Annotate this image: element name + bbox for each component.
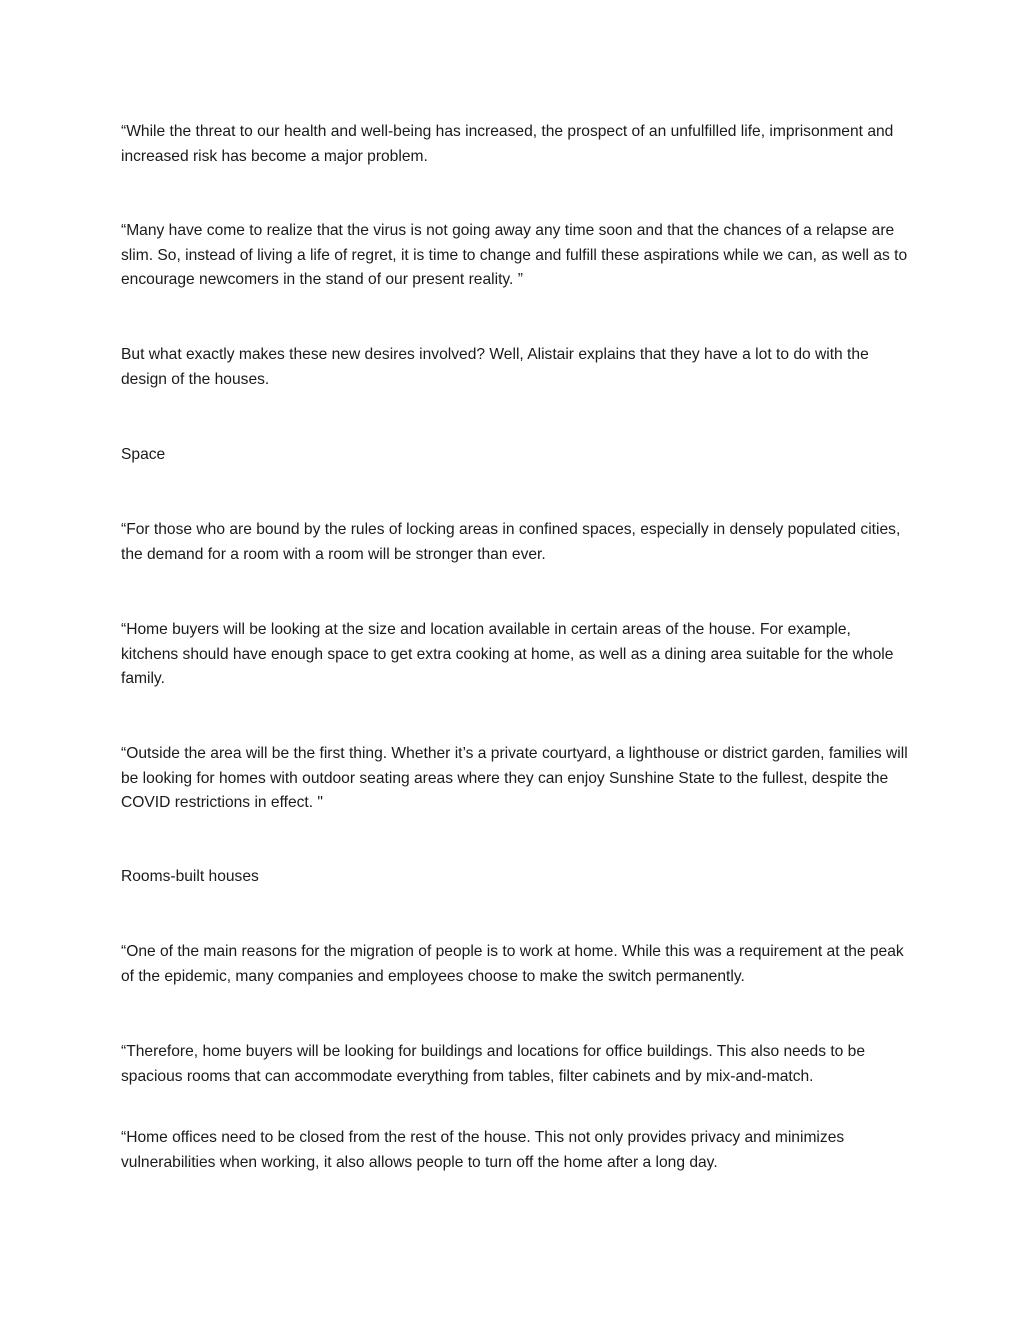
paragraph-home-offices: “Home offices need to be closed from the rest of the house. This not only provides privacy and minimizes vulnerabilities when working, it also allows people to turn off the home after a long day. bbox=[121, 1129, 845, 1171]
paragraph-office-buildings: “Therefore, home buyers will be looking for buildings and locations for office buildings. This also needs to be spacious rooms that can accommodate everything from tables, filter cabinets and by mix-and-match. bbox=[121, 1043, 866, 1085]
paragraph-confined-spaces: “For those who are bound by the rules of locking areas in confined spaces, especially in densely populated cities, the demand for a room with a room will be stronger than ever. bbox=[121, 521, 901, 563]
paragraph-work-at-home: “One of the main reasons for the migration of people is to work at home. While this was a requirement at the peak of the epidemic, many companies and employees choose to make the switch permanently. bbox=[121, 943, 904, 985]
paragraph-virus-not-going-away: “Many have come to realize that the virus is not going away any time soon and that the chances of a relapse are slim. So, instead of living a life of regret, it is time to change and fulfill these aspirations while we can, as well as to encourage newcomers in the stand of our present reality. ” bbox=[121, 222, 908, 288]
paragraph-kitchens: “Home buyers will be looking at the size and location available in certain areas of the house. For example, kitchens should have enough space to get extra cooking at home, as well as a dining area suitable for the whole family. bbox=[121, 621, 894, 687]
paragraph-threat-to-health: “While the threat to our health and well-being has increased, the prospect of an unfulfilled life, imprisonment and increased risk has become a major problem. bbox=[121, 123, 894, 165]
paragraph-new-desires: But what exactly makes these new desires involved? Well, Alistair explains that they have a lot to do with the design of the houses. bbox=[121, 346, 869, 388]
section-heading-rooms-built-houses: Rooms-built houses bbox=[121, 868, 259, 885]
section-heading-space: Space bbox=[121, 446, 166, 463]
paragraph-outside-area: “Outside the area will be the first thing. Whether it’s a private courtyard, a lighthouse or district garden, families will be looking for homes with outdoor seating areas where they can enjoy Sunshine State to the fullest, despite the COVID restrictions in effect. " bbox=[121, 745, 908, 811]
